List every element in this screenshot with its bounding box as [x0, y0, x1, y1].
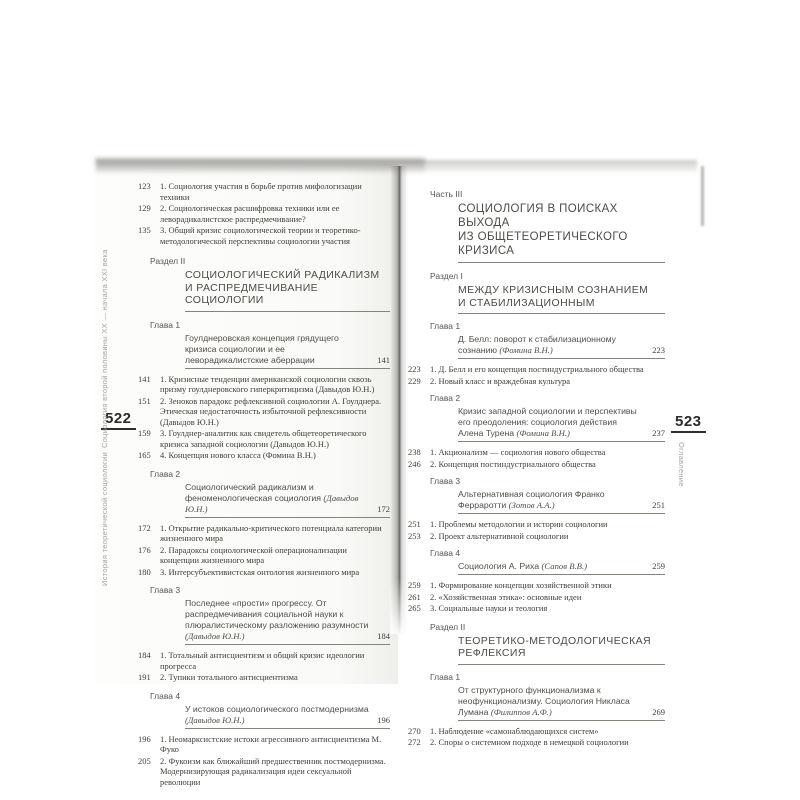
entry-page-ref: 191 [138, 672, 151, 682]
part-title-line: МЕЖДУ КРИЗИСНЫМ СОЗНАНИЕМ [458, 284, 649, 296]
chapter-label: Глава 1 [430, 321, 461, 331]
toc-item [138, 374, 390, 395]
entry-text: 1. Неомарксистские истоки агрессивного антисциентизма М. Фуко [160, 733, 382, 754]
toc-entries-left [138, 181, 390, 788]
part-title-line: ТЕОРЕТИКО-МЕТОДОЛОГИЧЕСКАЯ [458, 634, 651, 647]
toc-item [408, 376, 665, 387]
book-gutter-shadow [390, 166, 408, 634]
entry-text: 3. Общий кризис социологической теории и теоретико-методологической перспективы социологии участия [160, 225, 361, 246]
margin-title-contents: Оглавление [677, 442, 686, 487]
entry-page-ref: 261 [408, 591, 421, 602]
chapter-label: Глава 3 [150, 585, 181, 595]
chapter-heading [185, 333, 390, 369]
toc-item [408, 592, 665, 603]
toc-item [408, 364, 665, 375]
part-title-line: И СТАБИЛИЗАЦИОННЫМ [458, 296, 595, 309]
chapter-author: (Давыдов Ю.Н.) [185, 631, 245, 641]
entry-text: 1. Кризисные тенденции американской социологии сквозь призму гоулднеровского гиперкритицизма (Давыдов Ю.Н.) [160, 373, 375, 394]
chapter-title: Кризис западной социологии и перспективы его преодоления: социология действия Алена Турена (Фомина В.Н.) [458, 406, 637, 438]
chapter-page-number: 184 [377, 631, 390, 641]
entry-text: 1. Социология участия в борьбе против мифологизации техники [160, 181, 362, 202]
part-label: Раздел II [430, 621, 466, 632]
entry-page-ref: 180 [138, 566, 151, 577]
toc-chapter [408, 476, 665, 514]
entry-page-ref: 129 [138, 203, 151, 213]
scan-shadow-right-edge [701, 166, 704, 226]
entry-page-ref: 265 [408, 603, 421, 613]
chapter-author: (Сапов В.В.) [541, 561, 588, 571]
toc-item [138, 523, 390, 544]
chapter-author: (Филиппов А.Ф.) [490, 706, 552, 717]
part-label: Раздел II [150, 256, 186, 266]
chapter-label: Глава 4 [430, 548, 461, 558]
toc-item [408, 737, 665, 748]
part-title-line: СОЦИОЛОГИЯ В ПОИСКАХ ВЫХОДА [458, 203, 618, 229]
toc-chapter [408, 393, 665, 442]
chapter-page-number: 172 [377, 503, 390, 514]
entry-page-ref: 141 [138, 373, 151, 384]
toc-chapter [138, 691, 390, 729]
toc-item [408, 447, 665, 458]
toc-part [408, 622, 665, 665]
entry-text: 2. Новый класс и враждебная культура [430, 375, 571, 386]
chapter-label: Глава 2 [430, 393, 461, 403]
entry-page-ref: 176 [138, 544, 151, 555]
entry-text: 1. Тотальный антисциентизм и общий кризис идеологии прогресса [160, 650, 365, 671]
toc-item [138, 756, 390, 788]
chapter-title: Последнее «прости» прогрессу. От распредмечивания социальной науки к плюралистическому разложению разумности (Давыдов Ю.Н.) [185, 598, 369, 641]
chapter-author: (Зотов А.А.) [508, 500, 555, 510]
entry-page-ref: 159 [138, 428, 151, 438]
entry-text: 3. Социальные науки и теология [430, 603, 548, 613]
chapter-page-number: 269 [652, 706, 665, 717]
entry-text: 1. Открытие радикально-критического потенциала категории жизненного мира [160, 522, 382, 543]
chapter-page-number: 237 [652, 428, 665, 438]
entry-text: 1. Акционализм — социология нового общества [430, 447, 606, 457]
entry-page-ref: 135 [138, 225, 151, 235]
toc-item [138, 672, 390, 683]
toc-item [138, 650, 390, 671]
chapter-page-number: 196 [377, 714, 390, 725]
entry-page-ref: 270 [408, 725, 421, 736]
chapter-heading [458, 406, 665, 442]
toc-item [408, 726, 665, 737]
entry-page-ref: 223 [408, 364, 421, 374]
entry-page-ref: 253 [408, 530, 421, 541]
part-title-line: СОЦИОЛОГИЧЕСКИЙ РАДИКАЛИЗМ [185, 269, 380, 281]
part-title [458, 202, 665, 263]
toc-item [138, 396, 390, 428]
toc-chapter [408, 548, 665, 575]
part-title [185, 269, 390, 312]
part-title-line: РЕФЛЕКСИЯ [458, 647, 526, 659]
book-spread-photo [95, 164, 710, 787]
part-title [458, 635, 665, 665]
entry-text: 3. Интерсубъективистская онтология жизненного мира [160, 566, 360, 577]
toc-chapter [408, 321, 665, 359]
toc-item [138, 181, 390, 202]
chapter-author: (Давыдов Ю.Н.) [185, 714, 245, 725]
part-label: Раздел I [430, 271, 463, 281]
chapter-title: От структурного функционализма к неофункционализму. Социология Никласа Лумана (Филиппов А.Ф.) [458, 684, 630, 717]
chapter-page-number: 141 [377, 354, 390, 365]
entry-page-ref: 251 [408, 519, 421, 529]
toc-part [408, 189, 665, 263]
entry-text: 1. Д. Белл и его концепция постиндустриального общества [430, 364, 644, 374]
entry-text: 2. Зеноков парадокс рефлексивной социологии А. Гоулднера. Этическая недостаточность избыточной рефлексивности (Давыдов Ю.Н.) [160, 395, 382, 427]
chapter-label: Глава 1 [150, 319, 181, 330]
entry-text: 1. Наблюдение «самонаблюдающихся систем» [430, 725, 599, 736]
entry-text: 2. Фукоизм как ближайший предшественник постмодернизма. Модернизирующая радикализация идеи сексуальной революции [160, 755, 386, 787]
toc-item [138, 734, 390, 755]
chapter-author: (Фомина В.Н.) [499, 345, 553, 355]
chapter-page-number: 223 [652, 345, 665, 355]
toc-chapter [408, 672, 665, 721]
toc-item [408, 580, 665, 591]
entry-text: 4. Концепция нового класса (Фомина В.Н.) [160, 450, 316, 460]
chapter-heading [458, 489, 665, 514]
chapter-title: Альтернативная социология Франко Ферраротти (Зотов А.А.) [458, 489, 605, 510]
entry-page-ref: 246 [408, 458, 421, 469]
chapter-page-number: 259 [652, 561, 665, 571]
entry-page-ref: 196 [138, 733, 151, 744]
toc-chapter [138, 320, 390, 369]
toc-chapter [138, 469, 390, 518]
part-title-line: И РАСПРЕДМЕЧИВАНИЕ СОЦИОЛОГИИ [185, 281, 319, 306]
chapter-page-number: 251 [652, 500, 665, 510]
part-label: Часть III [430, 189, 463, 199]
chapter-title: У истоков социологического постмодернизма (Давыдов Ю.Н.) [185, 703, 369, 725]
toc-entries-right [408, 181, 665, 749]
entry-page-ref: 184 [138, 650, 151, 660]
chapter-heading [458, 334, 665, 359]
entry-page-ref: 205 [138, 755, 151, 766]
toc-part [408, 271, 665, 314]
chapter-label: Глава 2 [150, 468, 181, 479]
entry-page-ref: 238 [408, 447, 421, 457]
chapter-author: (Давыдов Ю.Н.) [185, 492, 359, 514]
part-title [458, 284, 665, 314]
chapter-label: Глава 3 [430, 476, 461, 486]
chapter-label: Глава 1 [430, 671, 461, 682]
chapter-title: Гоулднеровская концепция грядущего кризиса социологии и ее леворадикалистские аберрации [185, 332, 339, 365]
entry-text: 2. Тупики тотального антисциентизма [160, 672, 298, 682]
scan-shadow-top-left [95, 158, 425, 174]
entry-text: 3. Гоулднер-аналитик как свидетель общетеоретического кризиса западной социологии (Давыдов Ю.Н.) [160, 428, 367, 449]
chapter-label: Глава 4 [150, 690, 181, 701]
entry-text: 2. Споры о системном подходе в немецкой социологии [430, 737, 629, 747]
toc-part [138, 256, 390, 312]
chapter-heading [185, 598, 390, 645]
chapter-title: Социологический радикализм и феноменологическая социология (Давыдов Ю.Н.) [185, 481, 359, 514]
entry-page-ref: 123 [138, 181, 151, 191]
entry-text: 1. Формирование концепции хозяйственной этики [430, 580, 612, 590]
toc-item [138, 450, 390, 461]
entry-text: 2. Парадоксы социологической операционализации концепции жизненного мира [160, 544, 347, 565]
entry-page-ref: 151 [138, 395, 151, 406]
toc-item [408, 519, 665, 530]
part-title-line: ИЗ ОБЩЕТЕОРЕТИЧЕСКОГО КРИЗИСА [458, 231, 628, 257]
chapter-title: Д. Белл: поворот к стабилизационному сознанию (Фомина В.Н.) [458, 334, 617, 355]
entry-text: 1. Проблемы методологии и истории социологии [430, 519, 608, 529]
entry-text: 2. Концепция постиндустриального общества [430, 458, 596, 469]
toc-chapter [138, 585, 390, 645]
toc-item [138, 203, 390, 224]
entry-page-ref: 172 [138, 522, 151, 533]
chapter-author: (Фомина В.Н.) [516, 428, 570, 438]
toc-item [138, 545, 390, 566]
entry-page-ref: 272 [408, 737, 421, 747]
entry-page-ref: 165 [138, 450, 151, 460]
entry-page-ref: 229 [408, 375, 421, 386]
entry-text: 2. «Хозяйственная этика»: основные идеи [430, 591, 582, 602]
page-number-right: 523 [671, 413, 706, 433]
chapter-heading [458, 561, 665, 575]
entry-text: 2. Социологическая расшифровка техники или ее леворадикалистское распредмечивание? [160, 203, 340, 224]
chapter-heading [458, 685, 665, 721]
entry-page-ref: 259 [408, 580, 421, 590]
toc-item [138, 428, 390, 449]
chapter-heading [185, 704, 390, 729]
page-number-left: 522 [101, 410, 136, 430]
entry-text: 2. Проект альтернативной социологии [430, 530, 569, 541]
margin-title-series: История теоретической социологии [100, 451, 109, 586]
chapter-title: Социология А. Риха (Сапов В.В.) [458, 561, 588, 571]
toc-item [408, 459, 665, 470]
toc-item [138, 567, 390, 578]
toc-item [408, 531, 665, 542]
chapter-heading [185, 482, 390, 518]
margin-title-volume: Социология второй половины XX — начала XXI века [100, 249, 109, 448]
toc-item [408, 603, 665, 614]
toc-item [138, 225, 390, 246]
